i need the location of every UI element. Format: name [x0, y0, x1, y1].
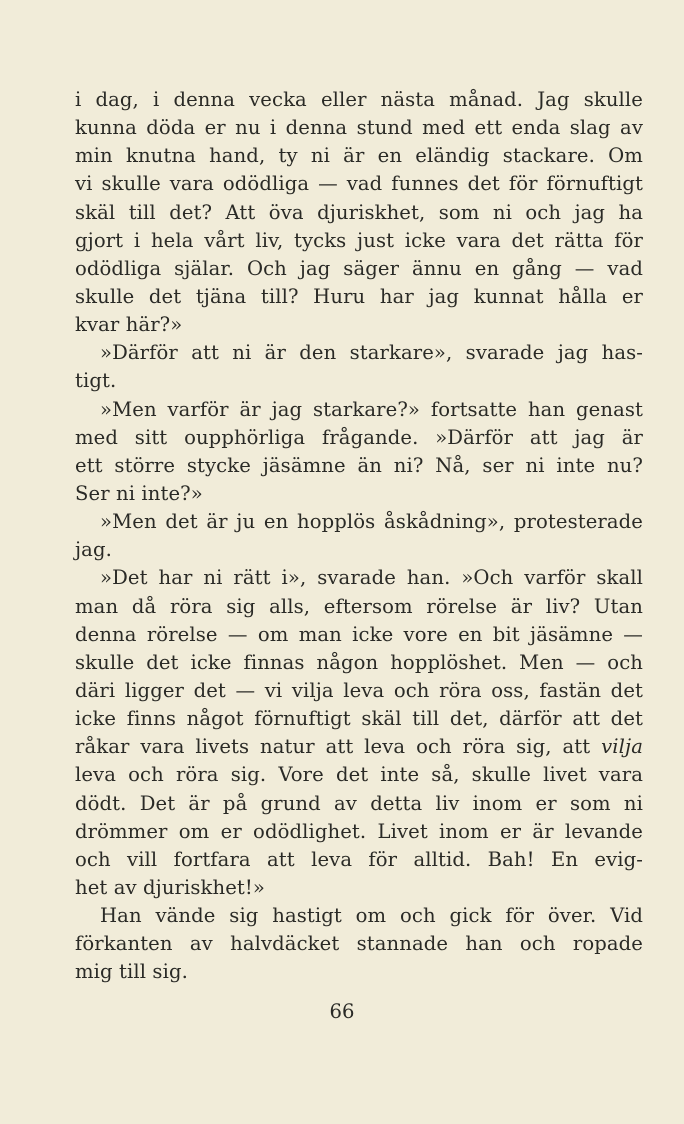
- text-line: icke finns något förnuftigt skäl till det, därför att det: [75, 707, 643, 731]
- text-line: mig till sig.: [75, 960, 188, 984]
- text-line: denna rörelse — om man icke vore en bit jäsämne —: [75, 622, 643, 646]
- text-line: skäl till det? Att öva djuriskhet, som ni och jag ha: [75, 200, 643, 224]
- body-text: [75, 86, 643, 987]
- text-line: »Det har ni rätt i», svarade han. »Och varför skall: [100, 566, 643, 590]
- text-line: jag.: [75, 538, 112, 562]
- text-line: [75, 733, 643, 761]
- text-line: skulle det icke finnas någon hopplöshet. Men — och: [75, 650, 643, 674]
- text-line: drömmer om er odödlighet. Livet inom er är levande: [75, 819, 643, 843]
- text-line: förkanten av halvdäcket stannade han och ropade: [75, 932, 643, 956]
- text-line: kvar här?»: [75, 313, 183, 337]
- text-line: »Därför att ni är den starkare», svarade jag has-: [100, 341, 643, 365]
- page-number: 66: [329, 1000, 355, 1023]
- text-line: kunna döda er nu i denna stund med ett enda slag av: [75, 116, 643, 140]
- text-line: dödt. Det är på grund av detta liv inom er som ni: [75, 791, 643, 815]
- text-line: och vill fortfara att leva för alltid. Bah! En evig-: [75, 847, 643, 871]
- text-line: däri ligger det — vi vilja leva och röra oss, fastän det: [75, 678, 643, 702]
- italic-word: vilja: [601, 735, 643, 759]
- text-line: odödliga själar. Och jag säger ännu en gång — vad: [75, 256, 643, 280]
- text-line: Han vände sig hastigt om och gick för över. Vid: [100, 904, 643, 928]
- text-line: gjort i hela vårt liv, tycks just icke vara det rätta för: [75, 228, 643, 252]
- text-line: i dag, i denna vecka eller nästa månad. Jag skulle: [75, 88, 643, 111]
- text-line: het av djuriskhet!»: [75, 875, 265, 899]
- text-line: »Men varför är jag starkare?» fortsatte han genast: [100, 397, 643, 421]
- text-line: tigt.: [75, 369, 117, 393]
- text-line: med sitt oupphörliga frågande. »Därför att jag är: [75, 425, 643, 449]
- text-line: man då röra sig alls, eftersom rörelse är liv? Utan: [75, 594, 643, 618]
- text-line: skulle det tjäna till? Huru har jag kunnat hålla er: [75, 284, 643, 308]
- text-line: leva och röra sig. Vore det inte så, skulle livet vara: [75, 763, 643, 787]
- text-line: »Men det är ju en hopplös åskådning», protesterade: [100, 510, 643, 534]
- text-line: Ser ni inte?»: [75, 481, 203, 505]
- text-line: vi skulle vara odödliga — vad funnes det för förnuftigt: [75, 172, 643, 196]
- text-segment: råkar vara livets natur att leva och röra sig, att: [75, 735, 591, 759]
- text-line: min knutna hand, ty ni är en eländig stackare. Om: [75, 144, 643, 168]
- text-line: ett större stycke jäsämne än ni? Nå, ser ni inte nu?: [75, 453, 643, 477]
